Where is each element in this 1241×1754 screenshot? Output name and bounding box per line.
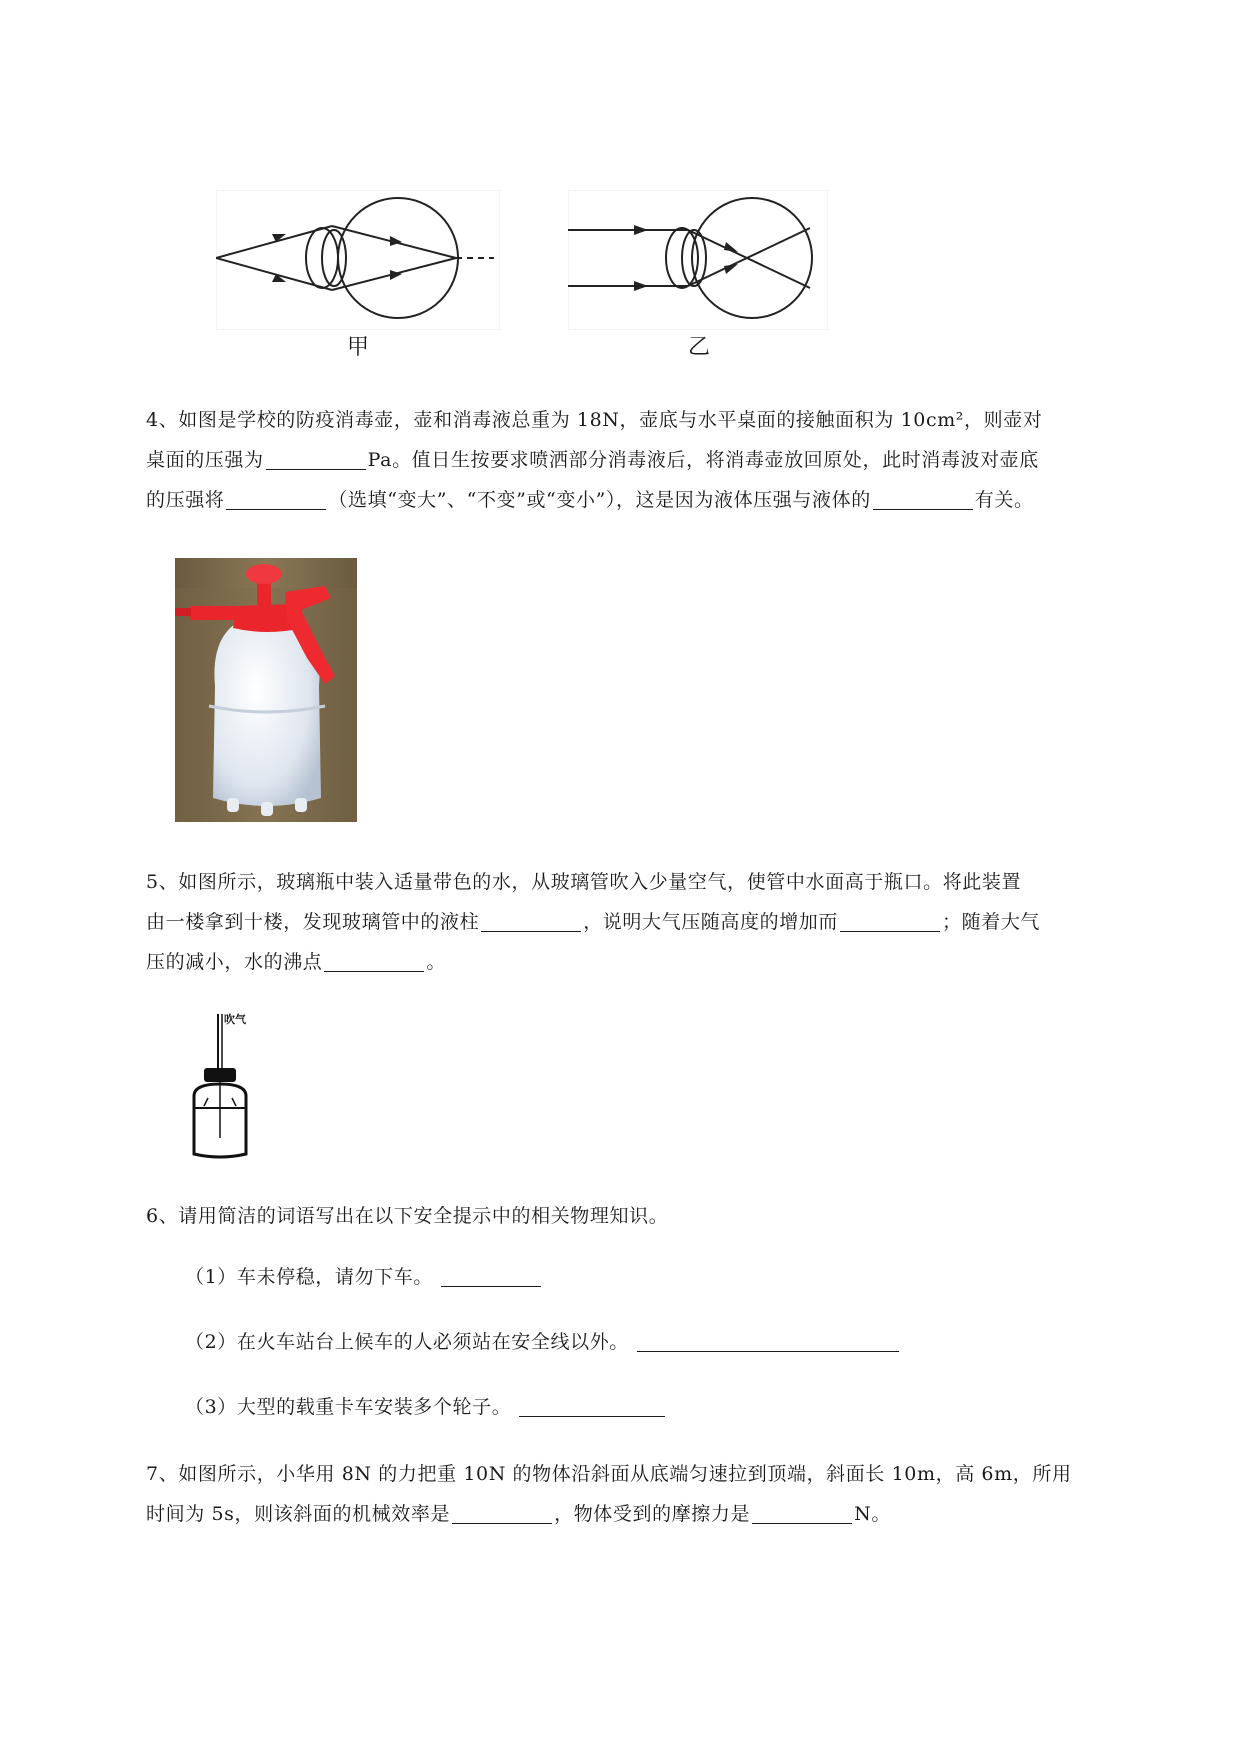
q6-blank-2[interactable] — [637, 1329, 899, 1352]
q6-item-2-text: （2）在火车站台上候车的人必须站在安全线以外。 — [185, 1331, 629, 1353]
bottle-tube-figure — [186, 1010, 256, 1166]
q5-line-2-text-b: ，说明大气压随高度的增加而 — [583, 911, 839, 933]
q5-blank-pressure-trend[interactable] — [840, 909, 940, 932]
q5-line-3-text-b: 。 — [426, 951, 447, 973]
q4-line-3-text-b: （选填“变大”、“不变”或“变小”），这是因为液体压强与液体的 — [328, 489, 871, 511]
q4-blank-pressure[interactable] — [266, 447, 366, 470]
q4-line-2-text-a: 桌面的压强为 — [146, 449, 264, 471]
question-6-intro — [146, 1196, 1146, 1236]
q7-line-1: 7、如图所示，小华用 8N 的力把重 10N 的物体沿斜面从底端匀速拉到顶端，斜面长 10m，高 6m，所用 — [146, 1463, 1072, 1485]
eye-diagram-yi — [568, 190, 828, 330]
q5-line-2 — [146, 902, 1146, 942]
q6-item-3 — [185, 1392, 667, 1419]
question-5 — [146, 862, 1146, 982]
q4-line-3-text-a: 的压强将 — [146, 489, 225, 511]
q6-blank-1[interactable] — [441, 1264, 541, 1287]
q5-line-3-text-a: 压的减小，水的沸点 — [146, 951, 323, 973]
eye-figure-label-jia: 甲 — [347, 335, 370, 360]
q7-line-2 — [146, 1494, 1146, 1534]
q4-line-3 — [146, 480, 1146, 520]
q7-blank-efficiency[interactable] — [452, 1501, 552, 1524]
q5-blank-boiling-point[interactable] — [324, 949, 424, 972]
eye-figure-label-yi: 乙 — [688, 335, 711, 360]
q7-line-2-text-c: N。 — [854, 1503, 891, 1525]
bottle-figure-label: 吹气 — [224, 1013, 246, 1026]
q7-line-2-text-b: ，物体受到的摩擦力是 — [554, 1503, 751, 1525]
q5-line-3 — [146, 942, 1146, 982]
q4-line-2 — [146, 440, 1146, 480]
q5-line-2-text-c: ；随着大气 — [942, 911, 1041, 933]
q5-line-1: 5、如图所示，玻璃瓶中装入适量带色的水，从玻璃管吹入少量空气，使管中水面高于瓶口。将此装置 — [146, 871, 1022, 893]
q4-blank-factor[interactable] — [873, 487, 973, 510]
q4-line-3-text-c: 有关。 — [974, 489, 1034, 511]
spray-bottle-photo — [175, 558, 357, 822]
q6-item-1 — [185, 1262, 543, 1289]
q6-item-1-text: （1）车未停稳，请勿下车。 — [185, 1266, 433, 1288]
q5-blank-liquid-column[interactable] — [481, 909, 581, 932]
q4-line-2-text-b: Pa。值日生按要求喷洒部分消毒液后，将消毒壶放回原处，此时消毒波对壶底 — [367, 449, 1039, 471]
question-4 — [146, 400, 1146, 520]
q6-blank-3[interactable] — [519, 1394, 665, 1417]
q5-line-2-text-a: 由一楼拿到十楼，发现玻璃管中的液柱 — [146, 911, 480, 933]
q6-intro-text: 6、请用简洁的词语写出在以下安全提示中的相关物理知识。 — [146, 1205, 669, 1227]
q4-blank-change[interactable] — [226, 487, 326, 510]
q6-item-3-text: （3）大型的载重卡车安装多个轮子。 — [185, 1396, 512, 1418]
eye-diagram-jia — [216, 190, 500, 330]
question-7 — [146, 1454, 1146, 1534]
q4-line-1: 4、如图是学校的防疫消毒壶，壶和消毒液总重为 18N，壶底与水平桌面的接触面积为 10cm²，则壶对 — [146, 409, 1043, 431]
q7-line-2-text-a: 时间为 5s，则该斜面的机械效率是 — [146, 1503, 451, 1525]
q6-item-2 — [185, 1327, 901, 1354]
q7-blank-friction[interactable] — [752, 1501, 852, 1524]
